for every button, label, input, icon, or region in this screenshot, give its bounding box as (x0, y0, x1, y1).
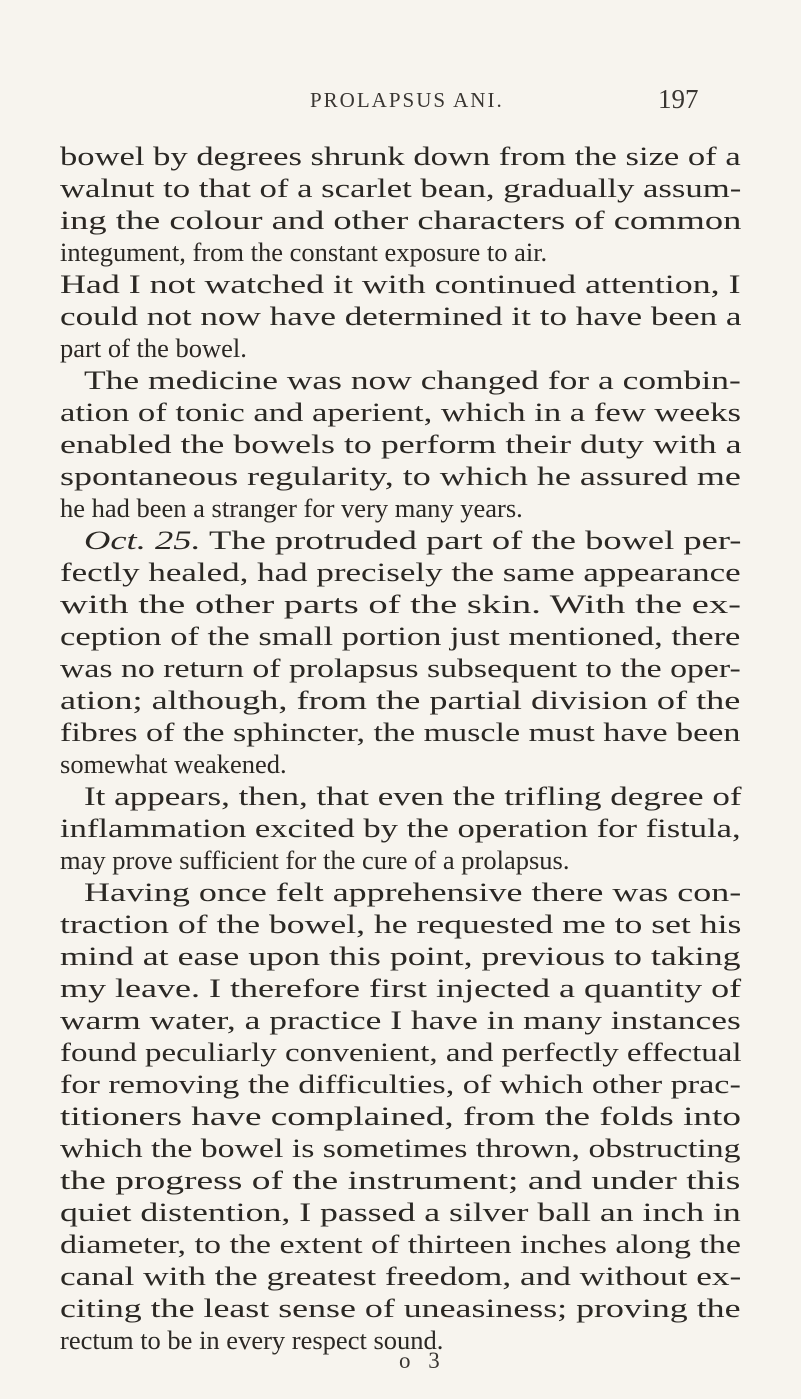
text-line: ation; although, from the partial division of the (60, 685, 741, 715)
text-line: quiet distention, I passed a silver ball an inch in (60, 1197, 741, 1227)
text-line: citing the least sense of uneasiness; proving the (60, 1293, 741, 1323)
text-line: Had I not watched it with continued attention, I (60, 269, 741, 299)
text-line: enabled the bowels to perform their duty with a (60, 429, 742, 459)
text-line: my leave. I therefore first injected a quantity of (60, 973, 742, 1003)
text-line: titioners have complained, from the folds into (60, 1101, 741, 1131)
text-line: rectum to be in every respect sound. (60, 1325, 444, 1355)
text-line: bowel by degrees shrunk down from the size of a (60, 141, 741, 171)
text-line: Oct. 25. The protruded part of the bowel per- (84, 525, 742, 555)
text-line: Having once felt apprehensive there was con- (84, 877, 742, 907)
text-line: could not now have determined it to have been a (60, 301, 742, 331)
page-number: 197 (658, 84, 699, 114)
text-line: somewhat weakened. (60, 749, 287, 779)
text-line: with the other parts of the skin. With the ex- (60, 589, 741, 619)
text-line: part of the bowel. (60, 333, 247, 363)
text-line: spontaneous regularity, to which he assured me (60, 461, 741, 491)
text-line: traction of the bowel, he requested me to set his (60, 909, 742, 939)
text-line: diameter, to the extent of thirteen inches along the (60, 1229, 741, 1259)
text-line: mind at ease upon this point, previous to taking (60, 941, 741, 971)
text-line: It appears, then, that even the trifling degree of (84, 781, 742, 811)
text-line: walnut to that of a scarlet bean, gradually assum- (60, 173, 742, 203)
running-head: PROLAPSUS ANI. (310, 88, 504, 112)
text-line: fectly healed, had precisely the same appearance (60, 557, 741, 587)
text-line: inflammation excited by the operation for fistula, (60, 813, 741, 843)
text-line: The medicine was now changed for a combin- (84, 365, 741, 395)
text-line: the progress of the instrument; and under this (60, 1165, 741, 1195)
text-line: integument, from the constant exposure to air. (60, 237, 548, 267)
signature-mark: o 3 (399, 1348, 446, 1373)
text-line: warm water, a practice I have in many instances (60, 1005, 741, 1035)
text-line: for removing the difficulties, of which other prac- (60, 1069, 741, 1099)
page-header (0, 84, 801, 118)
text-line: was no return of prolapsus subsequent to the oper- (60, 653, 741, 683)
text-line: he had been a stranger for very many years. (60, 493, 523, 523)
text-line: ation of tonic and aperient, which in a few weeks (60, 397, 741, 427)
text-line: fibres of the sphincter, the muscle must have been (60, 717, 741, 747)
text-line: canal with the greatest freedom, and without ex- (60, 1261, 742, 1291)
text-line: ing the colour and other characters of common (60, 205, 742, 235)
date-label: Oct. 25. (84, 525, 201, 555)
text-line: found peculiarly convenient, and perfectly effectual (60, 1037, 742, 1067)
text-line: ception of the small portion just mentioned, there (60, 621, 741, 651)
text-line: may prove sufficient for the cure of a prolapsus. (60, 845, 570, 875)
text-line: which the bowel is sometimes thrown, obstructing (60, 1133, 741, 1163)
